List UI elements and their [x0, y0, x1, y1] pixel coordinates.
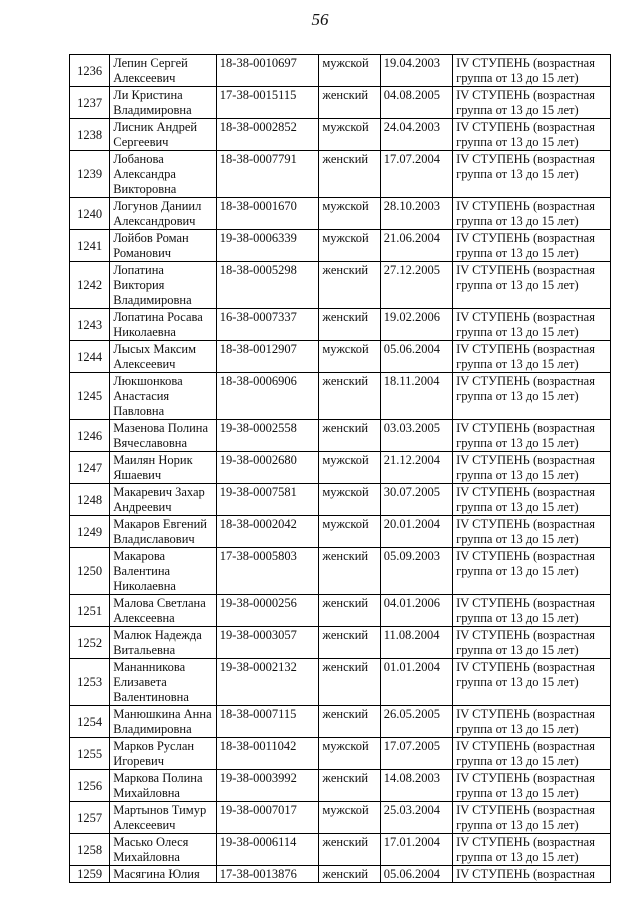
table-row [70, 87, 611, 119]
table-row [70, 55, 611, 87]
level-group: IV СТУПЕНЬ (возрастная группа от 13 до 15 лет) [453, 87, 611, 119]
participant-name: Малова Светлана Алексеевна [110, 595, 217, 627]
participant-gender: мужской [319, 119, 380, 151]
birth-date: 27.12.2005 [380, 262, 452, 309]
table-row [70, 659, 611, 706]
participant-gender: женский [319, 659, 380, 706]
participant-gender: мужской [319, 55, 380, 87]
level-group: IV СТУПЕНЬ (возрастная группа от 13 до 15 лет) [453, 452, 611, 484]
level-group: IV СТУПЕНЬ (возрастная группа от 13 до 15 лет) [453, 420, 611, 452]
participant-gender: мужской [319, 198, 380, 230]
participant-id: 18-38-0012907 [216, 341, 319, 373]
page-number: 56 [311, 10, 329, 29]
table-row [70, 262, 611, 309]
table-row [70, 151, 611, 198]
table-row [70, 770, 611, 802]
participant-id: 18-38-0010697 [216, 55, 319, 87]
level-group: IV СТУПЕНЬ (возрастная группа от 13 до 15 лет) [453, 548, 611, 595]
participant-id: 19-38-0006114 [216, 834, 319, 866]
level-group: IV СТУПЕНЬ (возрастная группа от 13 до 15 лет) [453, 802, 611, 834]
participant-gender: женский [319, 595, 380, 627]
level-group: IV СТУПЕНЬ (возрастная группа от 13 до 15 лет) [453, 55, 611, 87]
participant-name: Лопатина Виктория Владимировна [110, 262, 217, 309]
level-group: IV СТУПЕНЬ (возрастная группа от 13 до 15 лет) [453, 198, 611, 230]
table-row [70, 198, 611, 230]
participant-id: 18-38-0007115 [216, 706, 319, 738]
participant-name: Маркова Полина Михайловна [110, 770, 217, 802]
birth-date: 05.06.2004 [380, 341, 452, 373]
row-number: 1253 [70, 659, 110, 706]
row-number: 1237 [70, 87, 110, 119]
table-row [70, 548, 611, 595]
participant-name: Логунов Даниил Александрович [110, 198, 217, 230]
participant-id: 19-38-0003992 [216, 770, 319, 802]
table-row [70, 595, 611, 627]
participant-gender: мужской [319, 341, 380, 373]
birth-date: 28.10.2003 [380, 198, 452, 230]
level-group: IV СТУПЕНЬ (возрастная группа от 13 до 15 лет) [453, 595, 611, 627]
birth-date: 05.09.2003 [380, 548, 452, 595]
participant-id: 17-38-0015115 [216, 87, 319, 119]
level-group: IV СТУПЕНЬ (возрастная группа от 13 до 15 лет) [453, 516, 611, 548]
participant-name: Макарова Валентина Николаевна [110, 548, 217, 595]
participant-gender: женский [319, 770, 380, 802]
row-number: 1248 [70, 484, 110, 516]
participant-id: 18-38-0006906 [216, 373, 319, 420]
birth-date: 25.03.2004 [380, 802, 452, 834]
row-number: 1251 [70, 595, 110, 627]
birth-date: 04.01.2006 [380, 595, 452, 627]
table-row [70, 627, 611, 659]
participant-id: 18-38-0007791 [216, 151, 319, 198]
participant-name: Лойбов Роман Романович [110, 230, 217, 262]
participant-id: 19-38-0006339 [216, 230, 319, 262]
participant-gender: женский [319, 373, 380, 420]
table-row [70, 452, 611, 484]
row-number: 1243 [70, 309, 110, 341]
participant-name: Макаревич Захар Андреевич [110, 484, 217, 516]
table-row [70, 230, 611, 262]
participant-name: Масько Олеся Михайловна [110, 834, 217, 866]
participant-id: 18-38-0002852 [216, 119, 319, 151]
participant-gender: мужской [319, 230, 380, 262]
table-row [70, 373, 611, 420]
participant-gender: мужской [319, 802, 380, 834]
birth-date: 17.01.2004 [380, 834, 452, 866]
birth-date: 19.02.2006 [380, 309, 452, 341]
row-number: 1256 [70, 770, 110, 802]
birth-date: 05.06.2004 [380, 866, 452, 883]
birth-date: 21.12.2004 [380, 452, 452, 484]
table-row [70, 834, 611, 866]
row-number: 1238 [70, 119, 110, 151]
row-number: 1254 [70, 706, 110, 738]
row-number: 1246 [70, 420, 110, 452]
participant-gender: женский [319, 548, 380, 595]
participant-gender: женский [319, 309, 380, 341]
participant-gender: женский [319, 866, 380, 883]
level-group: IV СТУПЕНЬ (возрастная группа от 13 до 15 лет) [453, 151, 611, 198]
participant-gender: женский [319, 706, 380, 738]
participant-name: Лопатина Росава Николаевна [110, 309, 217, 341]
birth-date: 14.08.2003 [380, 770, 452, 802]
participant-id: 19-38-0002132 [216, 659, 319, 706]
table-row [70, 516, 611, 548]
participant-gender: мужской [319, 484, 380, 516]
participant-id: 19-38-0002558 [216, 420, 319, 452]
participant-id: 19-38-0007581 [216, 484, 319, 516]
row-number: 1258 [70, 834, 110, 866]
level-group: IV СТУПЕНЬ (возрастная группа от 13 до 15 лет) [453, 627, 611, 659]
level-group: IV СТУПЕНЬ (возрастная группа от 13 до 15 лет) [453, 834, 611, 866]
table-row [70, 119, 611, 151]
table-row [70, 484, 611, 516]
table-body [70, 55, 611, 883]
participant-gender: женский [319, 151, 380, 198]
birth-date: 17.07.2005 [380, 738, 452, 770]
birth-date: 30.07.2005 [380, 484, 452, 516]
birth-date: 17.07.2004 [380, 151, 452, 198]
participant-id: 19-38-0002680 [216, 452, 319, 484]
participant-name: Марков Руслан Игоревич [110, 738, 217, 770]
birth-date: 24.04.2003 [380, 119, 452, 151]
participant-id: 17-38-0013876 [216, 866, 319, 883]
participant-name: Мазенова Полина Вячеславовна [110, 420, 217, 452]
participant-gender: женский [319, 262, 380, 309]
participant-id: 18-38-0001670 [216, 198, 319, 230]
row-number: 1244 [70, 341, 110, 373]
participant-gender: мужской [319, 452, 380, 484]
participant-name: Мартынов Тимур Алексеевич [110, 802, 217, 834]
row-number: 1236 [70, 55, 110, 87]
participant-gender: женский [319, 87, 380, 119]
row-number: 1257 [70, 802, 110, 834]
birth-date: 26.05.2005 [380, 706, 452, 738]
birth-date: 19.04.2003 [380, 55, 452, 87]
participant-id: 18-38-0002042 [216, 516, 319, 548]
birth-date: 11.08.2004 [380, 627, 452, 659]
row-number: 1240 [70, 198, 110, 230]
level-group: IV СТУПЕНЬ (возрастная группа от 13 до 15 лет) [453, 341, 611, 373]
participant-name: Лобанова Александра Викторовна [110, 151, 217, 198]
row-number: 1242 [70, 262, 110, 309]
participant-name: Лисник Андрей Сергеевич [110, 119, 217, 151]
participant-gender: мужской [319, 738, 380, 770]
level-group: IV СТУПЕНЬ (возрастная [453, 866, 611, 883]
birth-date: 01.01.2004 [380, 659, 452, 706]
level-group: IV СТУПЕНЬ (возрастная группа от 13 до 15 лет) [453, 262, 611, 309]
participant-gender: мужской [319, 516, 380, 548]
level-group: IV СТУПЕНЬ (возрастная группа от 13 до 15 лет) [453, 659, 611, 706]
level-group: IV СТУПЕНЬ (возрастная группа от 13 до 15 лет) [453, 373, 611, 420]
birth-date: 21.06.2004 [380, 230, 452, 262]
table-row [70, 866, 611, 883]
participant-gender: женский [319, 420, 380, 452]
participant-name: Мананникова Елизавета Валентиновна [110, 659, 217, 706]
participant-name: Лысых Максим Алексеевич [110, 341, 217, 373]
row-number: 1241 [70, 230, 110, 262]
table-row [70, 802, 611, 834]
participant-gender: женский [319, 834, 380, 866]
level-group: IV СТУПЕНЬ (возрастная группа от 13 до 15 лет) [453, 738, 611, 770]
birth-date: 03.03.2005 [380, 420, 452, 452]
participant-id: 18-38-0011042 [216, 738, 319, 770]
birth-date: 20.01.2004 [380, 516, 452, 548]
participant-name: Ли Кристина Владимировна [110, 87, 217, 119]
birth-date: 04.08.2005 [380, 87, 452, 119]
participant-id: 19-38-0000256 [216, 595, 319, 627]
row-number: 1245 [70, 373, 110, 420]
participant-id: 19-38-0003057 [216, 627, 319, 659]
row-number: 1249 [70, 516, 110, 548]
participant-id: 18-38-0005298 [216, 262, 319, 309]
table-row [70, 309, 611, 341]
birth-date: 18.11.2004 [380, 373, 452, 420]
level-group: IV СТУПЕНЬ (возрастная группа от 13 до 15 лет) [453, 309, 611, 341]
participant-name: Масягина Юлия [110, 866, 217, 883]
table-row [70, 420, 611, 452]
table-row [70, 341, 611, 373]
participant-name: Макаров Евгений Владиславович [110, 516, 217, 548]
table-row [70, 706, 611, 738]
row-number: 1250 [70, 548, 110, 595]
row-number: 1259 [70, 866, 110, 883]
participant-gender: женский [319, 627, 380, 659]
participants-table [69, 54, 611, 883]
level-group: IV СТУПЕНЬ (возрастная группа от 13 до 15 лет) [453, 770, 611, 802]
row-number: 1239 [70, 151, 110, 198]
participant-name: Малюк Надежда Витальевна [110, 627, 217, 659]
level-group: IV СТУПЕНЬ (возрастная группа от 13 до 15 лет) [453, 706, 611, 738]
level-group: IV СТУПЕНЬ (возрастная группа от 13 до 15 лет) [453, 484, 611, 516]
level-group: IV СТУПЕНЬ (возрастная группа от 13 до 15 лет) [453, 230, 611, 262]
row-number: 1247 [70, 452, 110, 484]
participant-id: 16-38-0007337 [216, 309, 319, 341]
participant-name: Лепин Сергей Алексеевич [110, 55, 217, 87]
participant-name: Люкшонкова Анастасия Павловна [110, 373, 217, 420]
row-number: 1252 [70, 627, 110, 659]
participant-name: Манюшкина Анна Владимировна [110, 706, 217, 738]
participant-name: Маилян Норик Яшаевич [110, 452, 217, 484]
participant-id: 17-38-0005803 [216, 548, 319, 595]
table-row [70, 738, 611, 770]
participant-id: 19-38-0007017 [216, 802, 319, 834]
row-number: 1255 [70, 738, 110, 770]
level-group: IV СТУПЕНЬ (возрастная группа от 13 до 15 лет) [453, 119, 611, 151]
